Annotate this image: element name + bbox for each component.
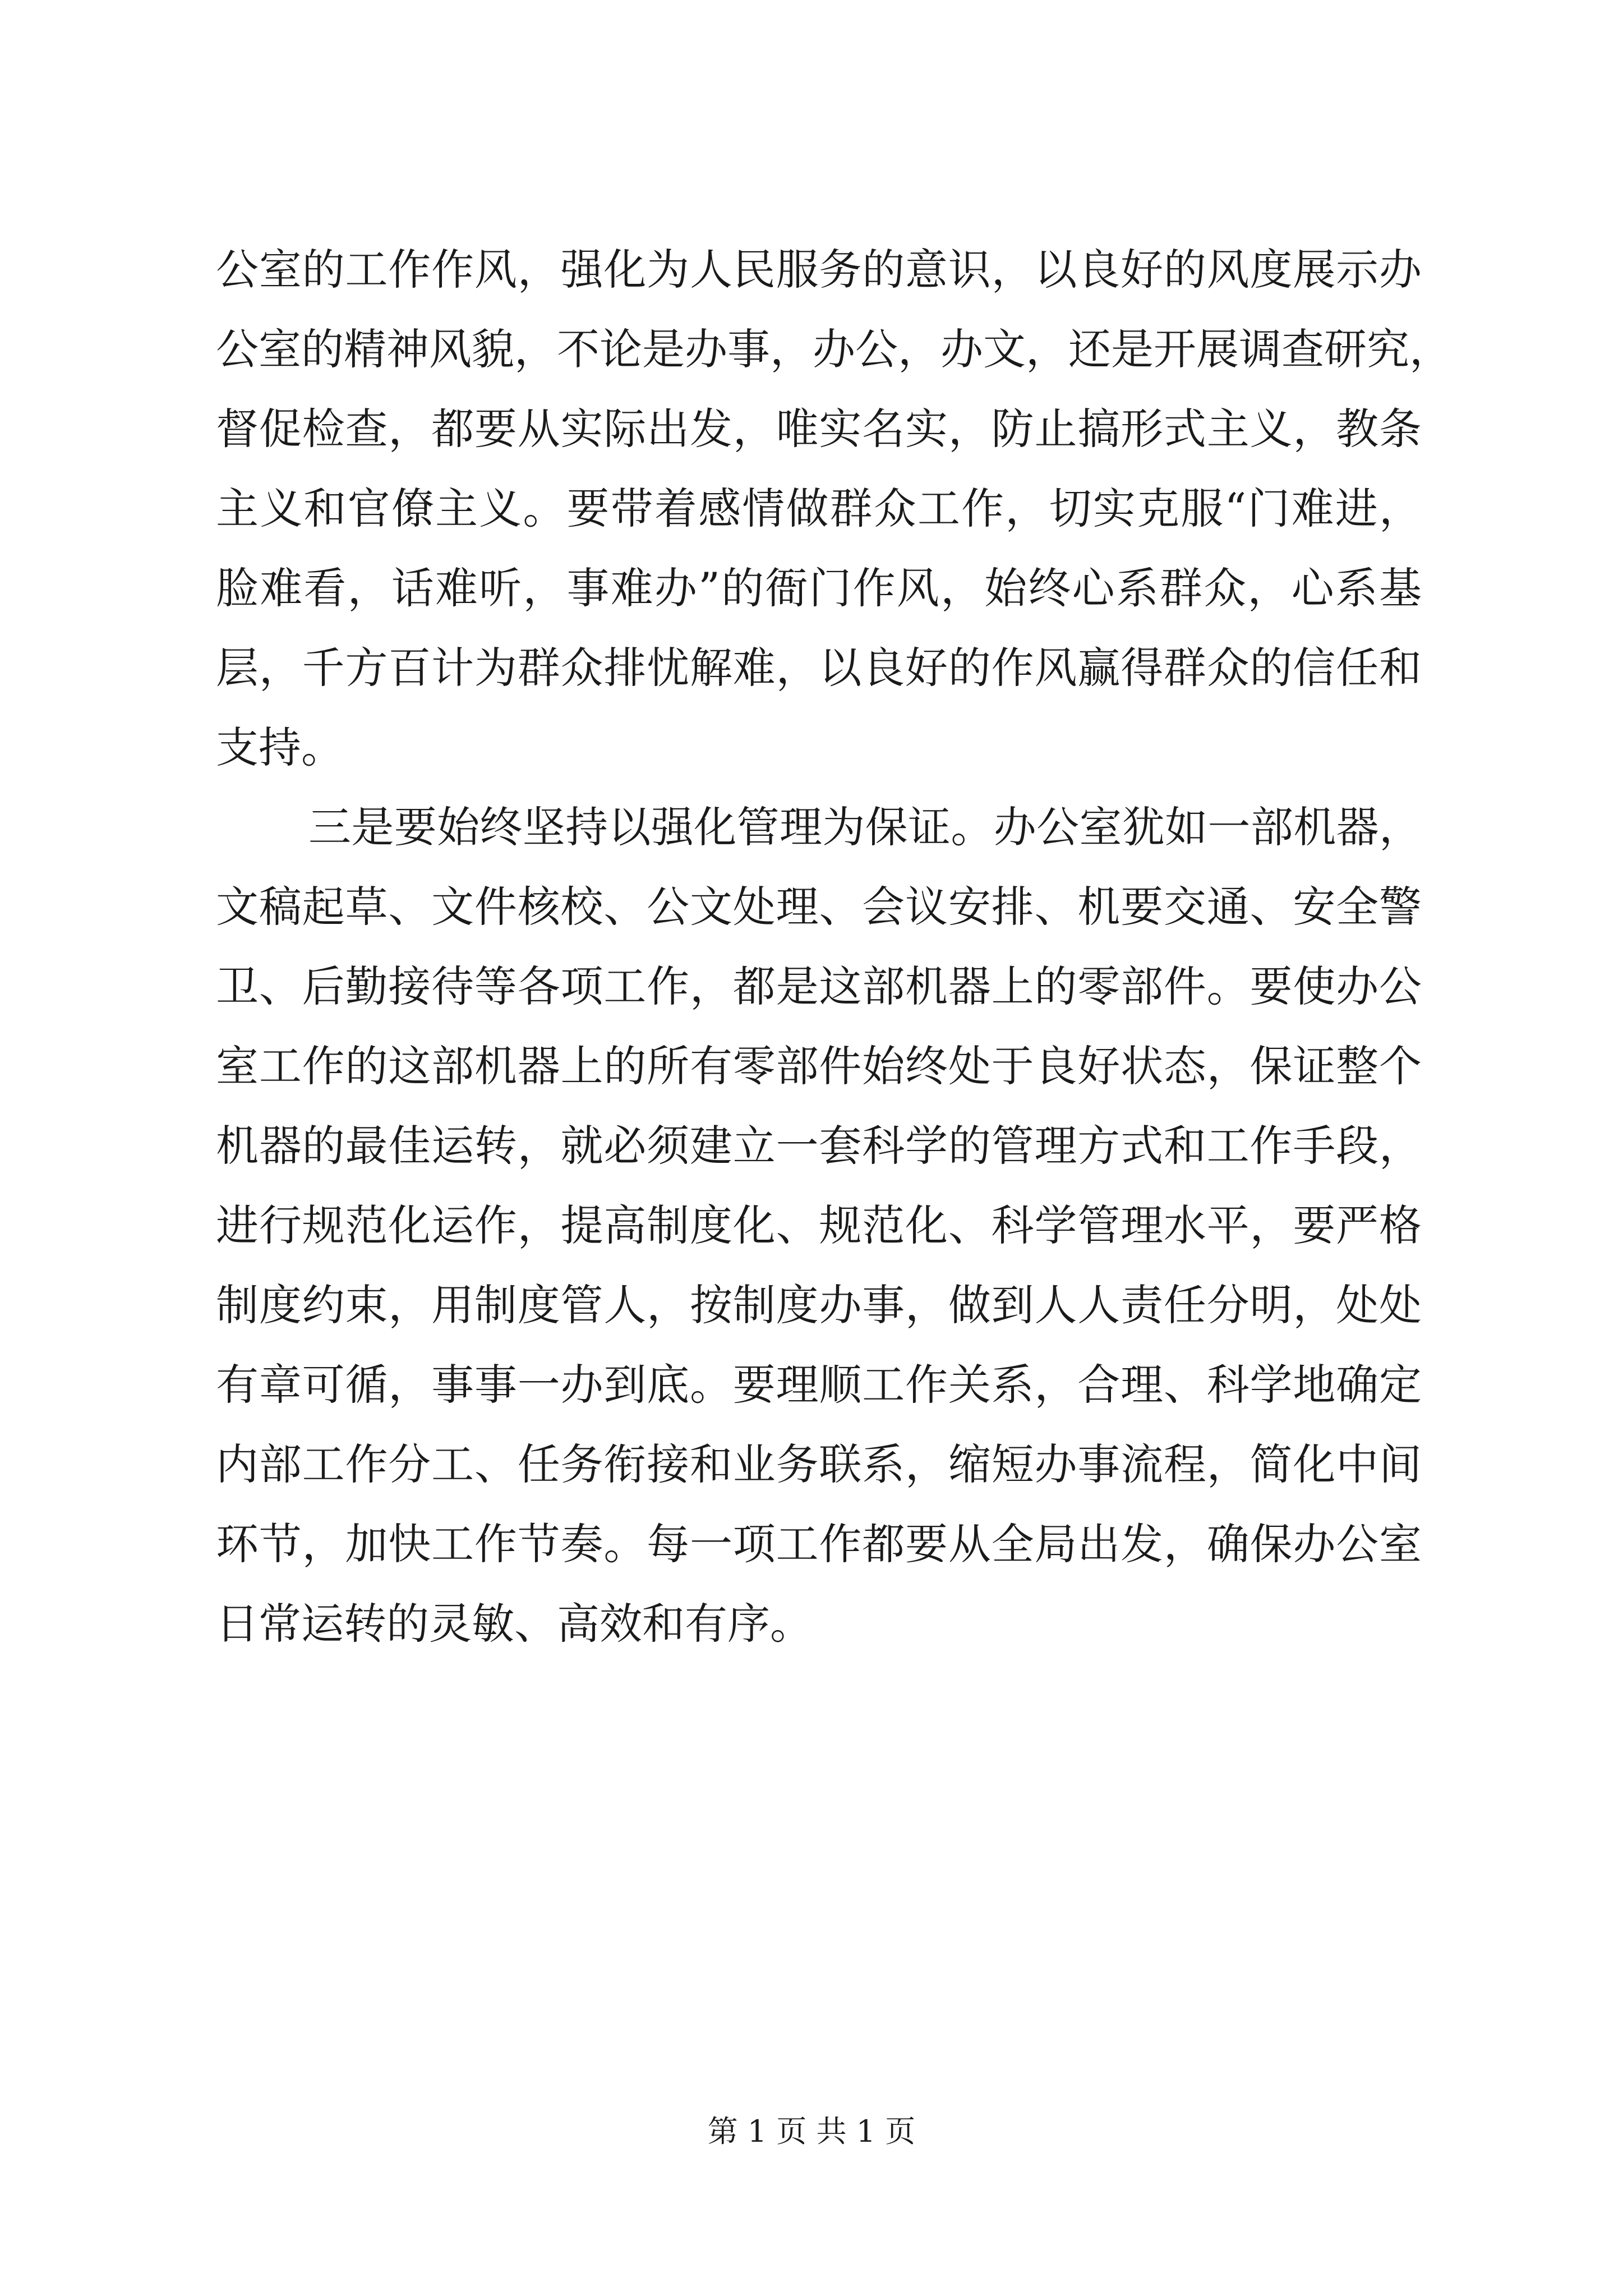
text-line: 主义和官僚主义。要带着感情做群众工作，切实克服“门难进， xyxy=(216,484,1422,533)
page-footer xyxy=(0,2112,1623,2151)
text-line: 督促检查，都要从实际出发，唯实名实，防止搞形式主义，教条 xyxy=(216,404,1422,454)
text-line: 环节，加快工作节奏。每一项工作都要从全局出发，确保办公室 xyxy=(216,1519,1422,1569)
text-line: 日常运转的灵敏、高效和有序。 xyxy=(216,1599,813,1649)
text-line: 机器的最佳运转，就必须建立一套科学的管理方式和工作手段， xyxy=(216,1121,1422,1171)
text-line: 脸难看，话难听，事难办”的衙门作风，始终心系群众，心系基 xyxy=(216,563,1422,613)
text-line: 文稿起草、文件核校、公文处理、会议安排、机要交通、安全警 xyxy=(216,882,1422,932)
text-line: 制度约束，用制度管人，按制度办事，做到人人责任分明，处处 xyxy=(216,1280,1422,1330)
text-line: 有章可循，事事一办到底。要理顺工作关系，合理、科学地确定 xyxy=(216,1360,1422,1410)
text-line: 三是要始终坚持以强化管理为保证。办公室犹如一部机器， xyxy=(308,802,1422,852)
text-line: 卫、后勤接待等各项工作，都是这部机器上的零部件。要使办公 xyxy=(216,961,1422,1011)
text-line: 公室的精神风貌，不论是办事，办公，办文，还是开展调查研究， xyxy=(216,324,1452,374)
text-line: 层，千方百计为群众排忧解难，以良好的作风赢得群众的信任和 xyxy=(216,643,1422,693)
page-number: 第 1 页 共 1 页 xyxy=(707,2114,916,2149)
document-body xyxy=(216,230,1452,1664)
text-line: 进行规范化运作，提高制度化、规范化、科学管理水平，要严格 xyxy=(216,1200,1422,1250)
paragraph-1 xyxy=(216,230,1452,788)
text-line: 支持。 xyxy=(216,723,344,772)
text-line: 公室的工作作风，强化为人民服务的意识，以良好的风度展示办 xyxy=(216,245,1422,295)
text-line: 室工作的这部机器上的所有零部件始终处于良好状态，保证整个 xyxy=(216,1041,1422,1091)
paragraph-2 xyxy=(216,788,1422,1664)
text-line: 内部工作分工、任务衔接和业务联系，缩短办事流程，简化中间 xyxy=(216,1439,1422,1489)
